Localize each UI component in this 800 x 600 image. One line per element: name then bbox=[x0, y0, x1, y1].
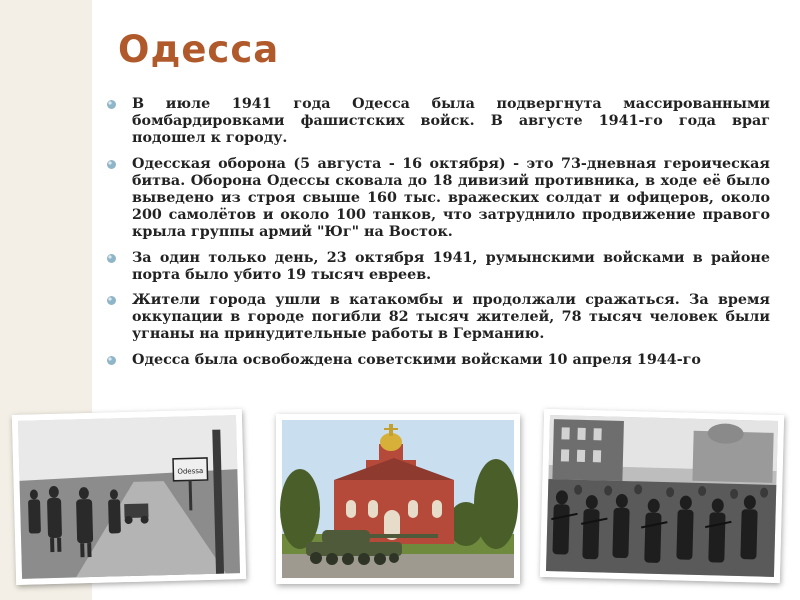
bullet-icon bbox=[106, 99, 117, 110]
bullet-icon bbox=[106, 159, 117, 170]
text-body bbox=[104, 96, 770, 406]
bullet-icon bbox=[106, 295, 117, 306]
slide-title: Одесса bbox=[118, 28, 280, 71]
paragraph-4 bbox=[104, 292, 770, 344]
bullet-icon bbox=[106, 355, 117, 366]
paragraph-3 bbox=[104, 250, 770, 284]
road-sign-text: Odessa bbox=[177, 467, 204, 476]
paragraph-1 bbox=[104, 96, 770, 148]
photo-soldiers-road-sign bbox=[12, 409, 246, 585]
bullet-icon bbox=[106, 253, 117, 264]
paragraph-5 bbox=[104, 352, 770, 369]
paragraph-2 bbox=[104, 156, 770, 242]
paragraph-1-text: В июле 1941 года Одесса была подвергнута массированными бомбардировками фашистских войск. В августе 1941-го года враг подошел к городу. bbox=[132, 96, 770, 147]
photo-church-tank bbox=[276, 414, 520, 584]
photo-soldiers-march bbox=[540, 409, 784, 583]
paragraph-5-text: Одесса была освобождена советскими войсками 10 апреля 1944-го bbox=[132, 351, 701, 368]
paragraph-3-text: За один только день, 23 октября 1941, румынскими войсками в районе порта было убито 19 тысяч евреев. bbox=[132, 249, 770, 283]
paragraph-4-text: Жители города ушли в катакомбы и продолжали сражаться. За время оккупации в городе погибли 82 тысяч жителей, 78 тысяч человек были угнаны на принудительные работы в Германию. bbox=[132, 292, 770, 343]
paragraph-2-text: Одесская оборона (5 августа - 16 октября) - это 73-дневная героическая битва. Оборона Одессы сковала до 18 дивизий противника, в ходе её было выведено из строя свыше 160 тыс. вражеских солдат и офицеров, около 200 самолётов и около 100 танков, что затруднило продвижение правого крыла группы армий "Юг" на Восток. bbox=[132, 155, 770, 241]
